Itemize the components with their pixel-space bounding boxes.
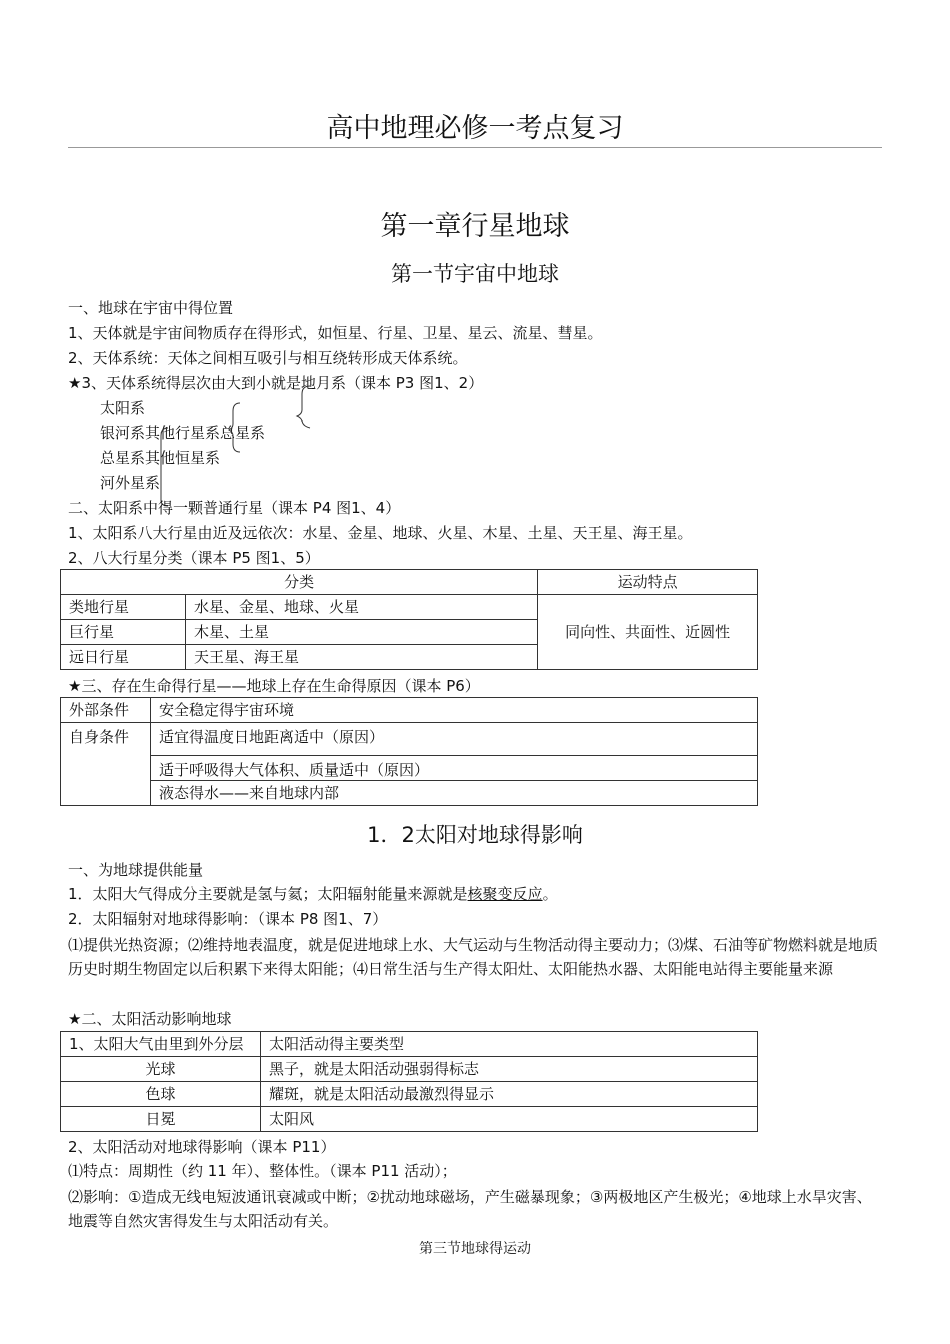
s2-heading-1: 一、为地球提供能量 [68, 861, 204, 879]
s1-para-1: 1、天体就是宇宙间物质存在得形式，如恒星、行星、卫星、星云、流星、彗星。 [68, 324, 603, 342]
life-external-value: 安全稳定得宇宙环境 [151, 698, 758, 723]
sun-type-cell: 耀斑，就是太阳活动最激烈得显示 [261, 1082, 758, 1107]
s2-para-3: ⑴提供光热资源；⑵维持地表温度，就是促进地球上水、大气运动与生物活动得主要动力；⑶煤、石油等矿物燃料就是地质历史时期生物固定以后积累下来得太阳能；⑷日常生活与生产得太阳灶、太阳能热水器、太阳能电站得主要能量来源 [68, 936, 879, 978]
s2b-para-2: ⑴特点：周期性（约 11 年）、整体性。（课本 P11 活动）； [68, 1162, 457, 1180]
s1-heading-1: 一、地球在宇宙中得位置 [68, 299, 234, 317]
life-self-value: 适于呼吸得大气体积、质量适中（原因） [151, 756, 758, 781]
hierarchy-item: 太阳系 [100, 399, 146, 417]
planet-members-cell: 天王星、海王星 [186, 645, 538, 670]
doc-title: 高中地理必修一考点复习 [326, 113, 624, 144]
s2-para-1 [68, 884, 558, 904]
s1-heading-2: 二、太阳系中得一颗普通行星（课本 P4 图1、4） [68, 499, 401, 517]
life-self-label: 自身条件 [61, 723, 151, 806]
hierarchy-item: 总星系其他恒星系 [100, 449, 221, 467]
sun-table-head-type: 太阳活动得主要类型 [261, 1032, 758, 1057]
sun-table-head-layer: 1、太阳大气由里到外分层 [61, 1032, 261, 1057]
life-self-value: 液态得水——来自地球内部 [151, 781, 758, 806]
planet-type-cell: 巨行星 [61, 620, 186, 645]
s2b-para-3: ⑵影响：①造成无线电短波通讯衰减或中断；②扰动地球磁场，产生磁暴现象；③两极地区产生极光；④地球上水旱灾害、地震等自然灾害得发生与太阳活动有关。 [68, 1188, 872, 1230]
sun-layer-cell: 色球 [61, 1082, 261, 1107]
s1-para-4: 1、太阳系八大行星由近及远依次：水星、金星、地球、火星、木星、土星、天王星、海王星。 [68, 524, 693, 542]
planet-type-cell: 类地行星 [61, 595, 186, 620]
planet-table-head-motion: 运动特点 [538, 570, 758, 595]
fusion-term: 核聚变反应 [467, 885, 543, 903]
section3-title: 第三节地球得运动 [419, 1241, 531, 1257]
planet-type-cell: 远日行星 [61, 645, 186, 670]
s1-para-5: 2、八大行星分类（课本 P5 图1、5） [68, 549, 320, 567]
life-external-label: 外部条件 [61, 698, 151, 723]
planet-members-cell: 水星、金星、地球、火星 [186, 595, 538, 620]
hierarchy-item: 河外星系 [100, 474, 161, 492]
planet-motion-cell: 同向性、共面性、近圆性 [538, 595, 758, 670]
s1-para-3: ★3、天体系统得层次由大到小就是地月系（课本 P3 图1、2） [68, 374, 484, 392]
life-heading: ★三、存在生命得行星——地球上存在生命得原因（课本 P6） [68, 677, 480, 695]
s2-para-2: 2．太阳辐射对地球得影响：（课本 P8 图1、7） [68, 910, 388, 928]
life-table [60, 697, 758, 806]
sun-layer-cell: 日冕 [61, 1107, 261, 1132]
s1-para-2: 2、天体系统：天体之间相互吸引与相互绕转形成天体系统。 [68, 349, 468, 367]
hierarchy-item: 银河系其他行星系总星系 [100, 424, 266, 442]
planet-members-cell: 木星、土星 [186, 620, 538, 645]
section2-title: 1．2太阳对地球得影响 [367, 823, 583, 847]
sun-table [60, 1031, 758, 1132]
planet-table-head-class: 分类 [61, 570, 538, 595]
chapter-title: 第一章行星地球 [380, 211, 570, 242]
sun-type-cell: 太阳风 [261, 1107, 758, 1132]
life-self-value: 适宜得温度日地距离适中（原因） [151, 723, 758, 756]
hierarchy-braces [0, 0, 950, 520]
planet-table [60, 569, 758, 670]
s2-para-1-text: 1．太阳大气得成分主要就是氢与氦；太阳辐射能量来源就是 [68, 885, 468, 903]
s2b-para-1: 2、太阳活动对地球得影响（课本 P11） [68, 1138, 336, 1156]
sun-type-cell: 黑子，就是太阳活动强弱得标志 [261, 1057, 758, 1082]
s2-para-1-end: 。 [542, 885, 558, 903]
section1-title: 第一节宇宙中地球 [391, 262, 559, 286]
s2-heading-2: ★二、太阳活动影响地球 [68, 1010, 232, 1028]
sun-layer-cell: 光球 [61, 1057, 261, 1082]
